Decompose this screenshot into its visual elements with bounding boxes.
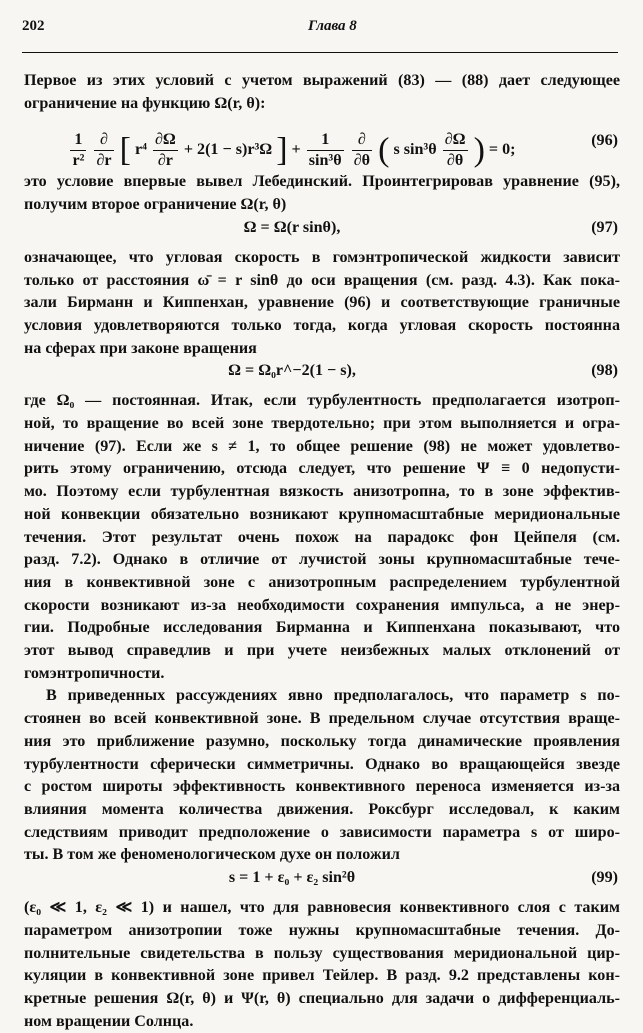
text-line: следствиям приводит предположение о зависимости параметра s от широ- bbox=[24, 823, 620, 841]
text-line: ной конвекции обязательно возникают крупномасштабные меридиональные bbox=[24, 505, 620, 523]
eq96-d-den: ∂r bbox=[96, 152, 112, 170]
text-line: это условие впервые вывел Лебединский. Проинтегрировав уравнение (95), bbox=[24, 173, 620, 191]
eq96-dO-den: ∂r bbox=[157, 152, 173, 170]
equation-99-expression: s = 1 + ε₀ + ε₂ sin²θ bbox=[228, 869, 356, 887]
text-line: с ростом широты эффективность конвективного переноса изменяется из-за bbox=[24, 778, 620, 796]
text-line: ничение (97). Если же s ≠ 1, то общее решение (98) не может удовлетво- bbox=[24, 437, 620, 455]
eq96-dth-num: ∂ bbox=[352, 130, 372, 151]
chapter-title: Глава 8 bbox=[308, 18, 357, 34]
text-line: зали Бирманн и Киппенхан, уравнение (96) и соответствующие граничные bbox=[24, 294, 620, 312]
eq96-frac2-num: 1 bbox=[307, 130, 344, 151]
eq96-frac1-num: 1 bbox=[70, 130, 86, 151]
eq96-d-num: ∂ bbox=[94, 130, 113, 151]
paragraph-6 bbox=[24, 897, 620, 1033]
text-line: гии. Подробные исследования Бирманна и Киппенхана показывают, что bbox=[24, 619, 620, 637]
right-bracket-icon: ] bbox=[276, 131, 288, 169]
text-line: течения. Этот результат очень похож на парадокс фон Цейпеля (см. bbox=[24, 528, 620, 546]
eq96-frac1-den: r² bbox=[72, 152, 85, 170]
text-line: гомэнтропичности. bbox=[24, 664, 165, 682]
text-line: рить этому ограничению, отсюда следует, что решение Ψ ≡ 0 недопусти- bbox=[24, 460, 620, 478]
eq96-frac2-den: sin³θ bbox=[308, 152, 342, 170]
eq96-dOth-den: ∂θ bbox=[446, 152, 464, 170]
eq96-r4: r⁴ bbox=[134, 141, 147, 159]
left-bracket-icon: [ bbox=[119, 131, 131, 169]
text-line: мо. Поэтому если турбулентная вязкость анизотропна, то в зоне эффектив- bbox=[24, 483, 620, 501]
equation-96 bbox=[24, 115, 620, 171]
text-line: получим второе ограничение Ω(r, θ) bbox=[24, 196, 287, 214]
text-line: стоянен во всей конвективной зоне. В предельном случае отсутствия враще- bbox=[24, 710, 620, 728]
equation-97-number: (97) bbox=[591, 218, 618, 236]
text-line: В приведенных рассуждениях явно предполагалось, что параметр s по- bbox=[46, 687, 620, 705]
equation-99-number: (99) bbox=[591, 869, 618, 887]
equation-99 bbox=[24, 867, 620, 897]
left-paren-icon: ( bbox=[378, 131, 390, 169]
running-header bbox=[22, 18, 620, 40]
right-paren-icon: ) bbox=[473, 131, 485, 169]
eq96-middle: + 2(1 − s)r³Ω bbox=[183, 141, 273, 159]
equation-98 bbox=[24, 360, 620, 390]
text-line: полнительные свидетельства в пользу существования меридиональной цир- bbox=[24, 944, 620, 962]
text-line: где Ω₀ — постоянная. Итак, если турбулентность предполагается изотроп- bbox=[24, 392, 620, 410]
text-line: ния в конвективной зоне с анизотропным распределением турбулентной bbox=[24, 573, 620, 591]
text-line: этот вывод справедлив и при учете неизбежных малых отклонений от bbox=[24, 642, 620, 660]
equation-98-number: (98) bbox=[591, 362, 618, 380]
header-rule bbox=[22, 52, 618, 53]
equation-96-number: (96) bbox=[591, 132, 618, 150]
equation-97 bbox=[24, 217, 620, 247]
text-line: кретные решения Ω(r, θ) и Ψ(r, θ) специально для задачи о дифференциаль- bbox=[24, 989, 620, 1007]
text-line: скорости возникают из-за необходимости сохранения импульса, а не энер- bbox=[24, 596, 620, 614]
paragraph-2 bbox=[24, 171, 620, 216]
eq96-dOth-num: ∂Ω bbox=[443, 130, 468, 151]
text-line: разд. 7.2). Однако в отличие от лучистой зоны крупномасштабные тече- bbox=[24, 551, 620, 569]
paragraph-3 bbox=[24, 247, 620, 361]
eq96-s-sin: s sin³θ bbox=[393, 141, 437, 159]
text-line: ном вращении Солнца. bbox=[24, 1012, 194, 1030]
page-number: 202 bbox=[22, 18, 45, 34]
text-line: означающее, что угловая скорость в гомэнтропической жидкости зависит bbox=[24, 248, 620, 266]
text-line: ния это приближение разумно, поскольку тогда динамические проявления bbox=[24, 732, 620, 750]
text-line: только от расстояния ω̄ = r sinθ до оси вращения (см. разд. 4.3). Как пока- bbox=[24, 271, 620, 289]
text-line: куляции в конвективной зоне привел Тейлер. В разд. 9.2 представлены кон- bbox=[24, 967, 620, 985]
paragraph-4 bbox=[24, 390, 620, 685]
eq96-dO-num: ∂Ω bbox=[153, 130, 178, 151]
paragraph-1 bbox=[24, 70, 620, 115]
equation-98-expression: Ω = Ω₀r^−2(1 − s), bbox=[228, 362, 356, 380]
text-line: ной, то вращение во всей зоне твердотельно; при этом выполняется и огра- bbox=[24, 415, 620, 433]
text-line: влияния момента количества движения. Роксбург исследовал, к каким bbox=[24, 800, 620, 818]
equation-97-expression: Ω = Ω(r sinθ), bbox=[243, 218, 341, 236]
text-line: турбулентности сферически симметричны. Однако во вращающейся звезде bbox=[24, 755, 620, 773]
paragraph-5 bbox=[24, 685, 620, 867]
text-line: Первое из этих условий с учетом выражений (83) — (88) дает следующее bbox=[24, 72, 620, 89]
body-text bbox=[24, 70, 620, 1033]
equation-96-expression: $\frac{1}{\text{r²}}$ $\frac{\partial}{\partial r}$ [ r⁴ $\frac{\partial\Omega}{\partial r}$ + 2(1 − s)r³Ω ] + $\frac{1}{\text{sin³θ}}$ $\frac{\partial}{\partial\theta}$ ( s sin³θ $\frac{\partial\Omega}{\partial\theta}$ ) = 0; bbox=[72, 131, 516, 170]
eq96-tail: = 0; bbox=[488, 141, 516, 159]
text-line: ты. В том же феноменологическом духе он положил bbox=[24, 846, 400, 864]
eq96-dth-den: ∂θ bbox=[353, 152, 371, 170]
text-line: ограничение на функцию Ω(r, θ): bbox=[24, 94, 266, 112]
text-line: параметром анизотропии тоже нужны крупномасштабные течения. До- bbox=[24, 921, 620, 939]
text-line: (ε₀ ≪ 1, ε₂ ≪ 1) и нашел, что для равновесия конвективного слоя с таким bbox=[24, 899, 620, 917]
text-line: условия удовлетворяются только тогда, когда угловая скорость постоянна bbox=[24, 316, 620, 334]
text-line: на сферах при законе вращения bbox=[24, 339, 257, 357]
